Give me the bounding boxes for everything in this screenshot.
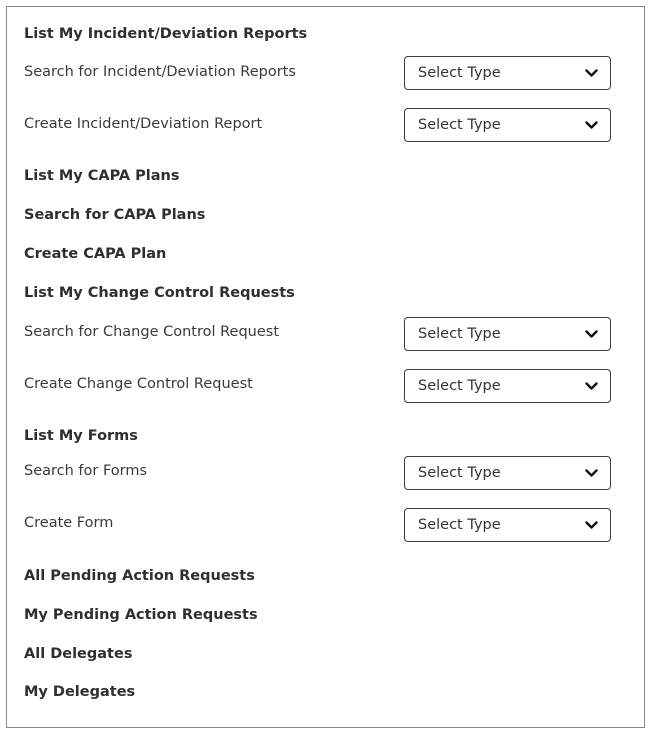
chevron-down-icon (585, 382, 598, 391)
chevron-down-icon (585, 121, 598, 130)
row-my-pending (24, 607, 611, 643)
create-form-label: Create Form (24, 515, 114, 531)
row-search-incident (24, 55, 611, 91)
all-pending-action-requests-link[interactable]: All Pending Action Requests (24, 568, 255, 584)
row-create-capa (24, 246, 611, 282)
select-value: Select Type (418, 117, 501, 133)
search-forms-type-select[interactable] (404, 456, 611, 490)
my-pending-action-requests-link[interactable]: My Pending Action Requests (24, 607, 258, 623)
create-incident-label: Create Incident/Deviation Report (24, 116, 263, 132)
list-change-control-link[interactable]: List My Change Control Requests (24, 285, 295, 301)
search-change-type-select[interactable] (404, 317, 611, 351)
row-all-pending (24, 568, 611, 604)
menu-panel (6, 6, 645, 728)
search-incident-label: Search for Incident/Deviation Reports (24, 64, 296, 80)
row-list-capa (24, 168, 611, 204)
search-change-label: Search for Change Control Request (24, 324, 280, 340)
chevron-down-icon (585, 69, 598, 78)
select-value: Select Type (418, 378, 501, 394)
select-value: Select Type (418, 465, 501, 481)
list-incident-reports-link[interactable]: List My Incident/Deviation Reports (24, 26, 308, 42)
create-form-type-select[interactable] (404, 508, 611, 542)
row-create-change (24, 368, 611, 404)
select-value: Select Type (418, 326, 501, 342)
list-forms-link[interactable]: List My Forms (24, 428, 138, 444)
row-search-change (24, 316, 611, 352)
select-value: Select Type (418, 65, 501, 81)
create-change-type-select[interactable] (404, 369, 611, 403)
row-create-form (24, 507, 611, 543)
row-my-delegates (24, 684, 611, 720)
list-capa-plans-link[interactable]: List My CAPA Plans (24, 168, 180, 184)
row-create-incident (24, 107, 611, 143)
create-incident-type-select[interactable] (404, 108, 611, 142)
row-all-delegates (24, 646, 611, 682)
chevron-down-icon (585, 330, 598, 339)
search-incident-type-select[interactable] (404, 56, 611, 90)
create-capa-plan-link[interactable]: Create CAPA Plan (24, 246, 167, 262)
select-value: Select Type (418, 517, 501, 533)
create-change-label: Create Change Control Request (24, 376, 253, 392)
search-capa-plans-link[interactable]: Search for CAPA Plans (24, 207, 206, 223)
search-forms-label: Search for Forms (24, 463, 148, 479)
chevron-down-icon (585, 469, 598, 478)
my-delegates-link[interactable]: My Delegates (24, 684, 136, 700)
all-delegates-link[interactable]: All Delegates (24, 646, 133, 662)
row-search-forms (24, 455, 611, 491)
row-search-capa (24, 207, 611, 243)
chevron-down-icon (585, 521, 598, 530)
